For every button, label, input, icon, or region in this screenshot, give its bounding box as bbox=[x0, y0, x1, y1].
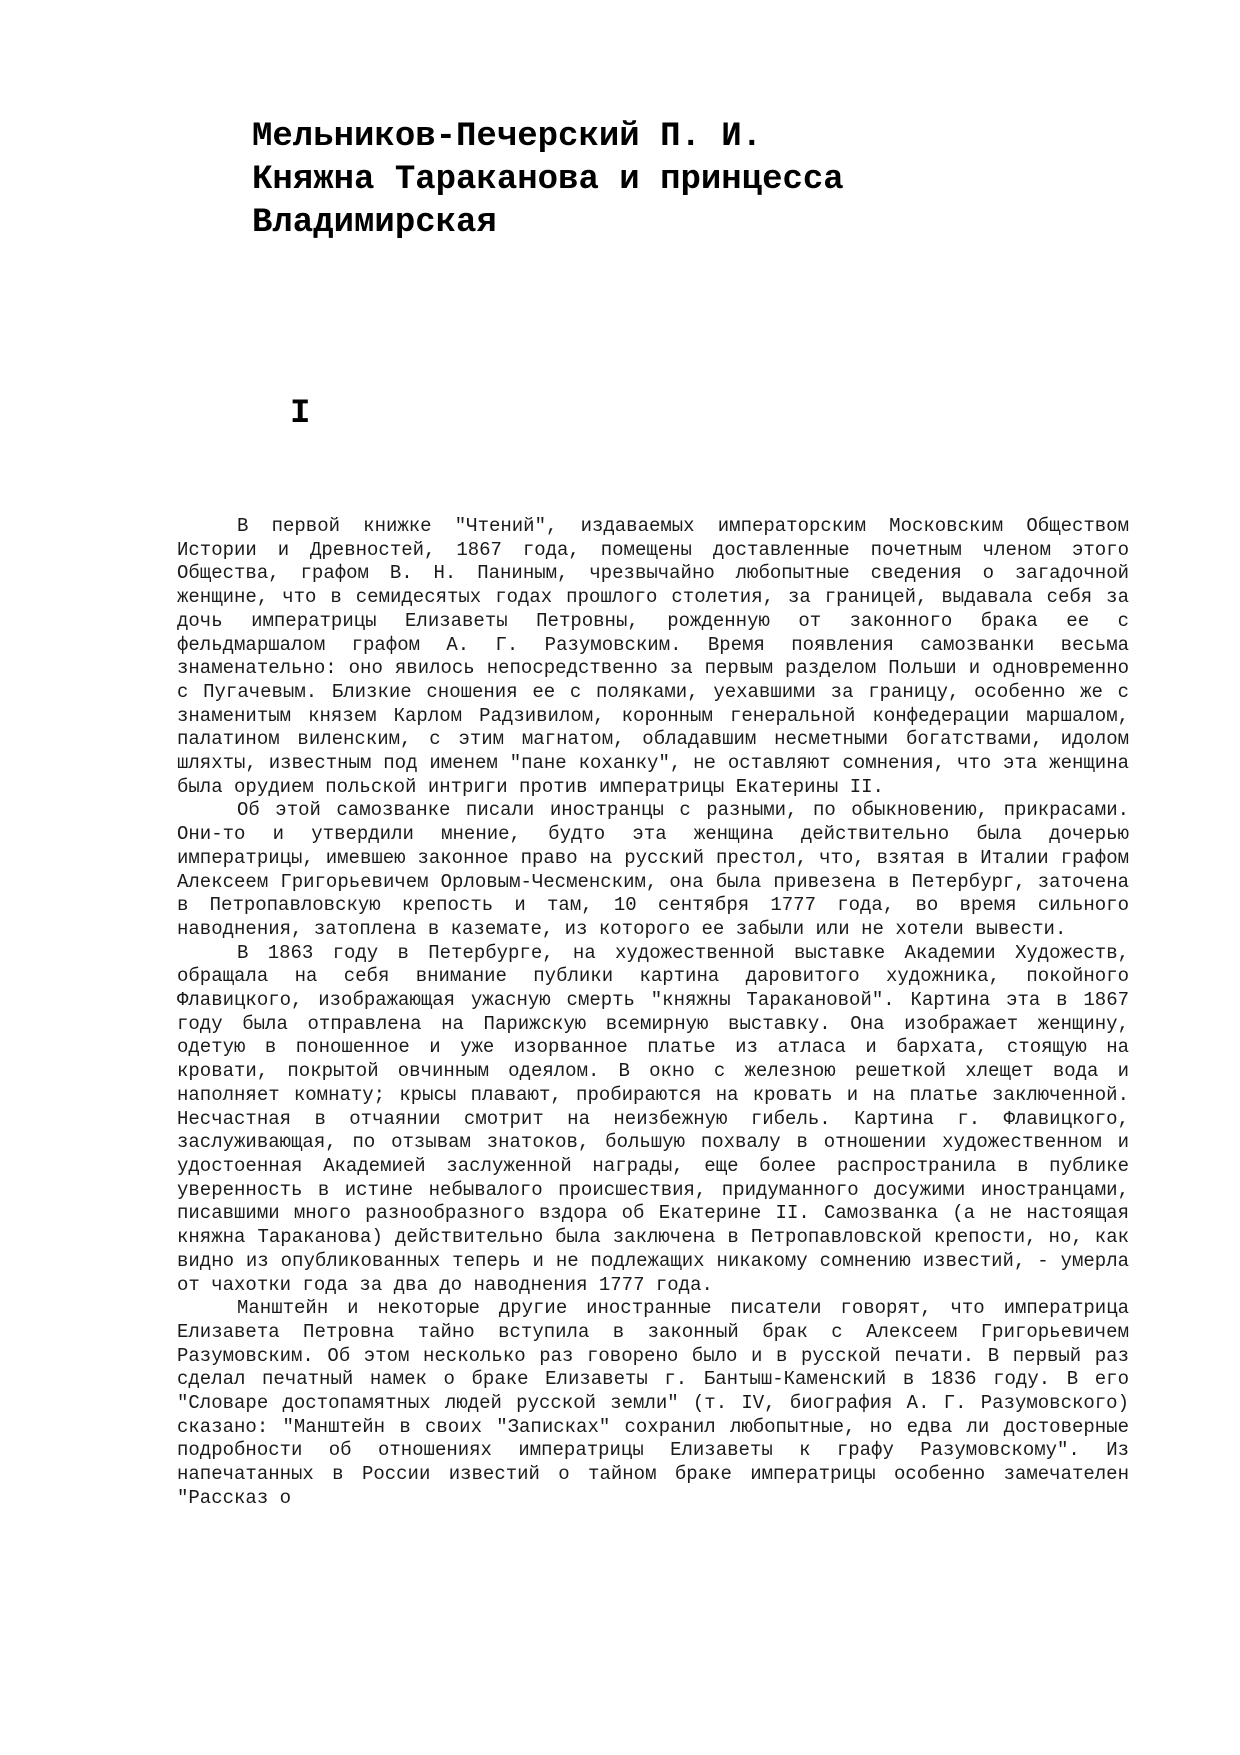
paragraph: Об этой самозванке писали иностранцы с разными, по обыкновению, прикрасами. Они-то и утвердили мнение, будто эта женщина действительно была дочерью императрицы, имевшею законное право на русский престол, что, взятая в Италии графом Алексеем Григорьевичем Орловым-Чесменским, она была привезена в Петербург, заточена в Петропавловскую крепость и там, 10 сентября 1777 года, во время сильного наводнения, затоплена в каземате, из которого ее забыли или не хотели вывести. bbox=[177, 799, 1129, 940]
paragraph: В первой книжке "Чтений", издаваемых императорским Московским Обществом Истории и Древностей, 1867 года, помещены доставленные почетным членом этого Общества, графом В. Н. Паниным, чрезвычайно любопытные сведения о загадочной женщине, что в семидесятых годах прошлого столетия, за границей, выдавала себя за дочь императрицы Елизаветы Петровны, рожденную от законного брака ее с фельдмаршалом графом А. Г. Разумовским. Время появления самозванки весьма знаменательно: оно явилось непосредственно за первым разделом Польши и одновременно с Пугачевым. Близкие сношения ее с поляками, уехавшими за границу, особенно же с знаменитым князем Карлом Радзивилом, коронным генеральной конфедерации маршалом, палатином виленским, с этим магнатом, обладавшим несметными богатствами, идолом шляхты, известным под именем "пане коханку", не оставляют сомнения, что эта женщина была орудием польской интриги против императрицы Екатерины II. bbox=[177, 515, 1129, 798]
chapter-heading: I bbox=[290, 395, 311, 433]
title-line-work: Княжна Тараканова и принцесса bbox=[252, 161, 844, 199]
paragraph: В 1863 году в Петербурге, на художественной выставке Академии Художеств, обращала на себя внимание публики картина даровитого художника, покойного Флавицкого, изображающая ужасную смерть "княжны Таракановой". Картина эта в 1867 году была отправлена на Парижскую всемирную выставку. Она изображает женщину, одетую в поношенное и уже изорванное платье из атласа и бархата, стоящую на кровати, покрытой овчинным одеялом. В окно с железною решеткой хлещет вода и наполняет комнату; крысы плавают, пробираются на кровать и на платье заключенной. Несчастная в отчаянии смотрит на неизбежную гибель. Картина г. Флавицкого, заслуживающая, по отзывам знатоков, большую похвалу в отношении художественном и удостоенная Академией заслуженной награды, еще более распространила в публике уверенность в истине небывалого происшествия, придуманного досужими иностранцами, писавшими много разнообразного вздора об Екатерине II. Самозванка (а не настоящая княжна Тараканова) действительно была заключена в Петропавловской крепости, но, как видно из опубликованных теперь и не подлежащих никакому сомнению известий, - умерла от чахотки года за два до наводнения 1777 года. bbox=[177, 941, 1129, 1296]
document-body bbox=[177, 515, 1129, 1511]
title-line-work-continued: Владимирская bbox=[252, 204, 497, 242]
paragraph: Манштейн и некоторые другие иностранные писатели говорят, что императрица Елизавета Петровна тайно вступила в законный брак с Алексеем Григорьевичем Разумовским. Об этом несколько раз говорено было и в русской печати. В первый раз сделал печатный намек о браке Елизаветы г. Бантыш-Каменский в 1836 году. В его "Словаре достопамятных людей русской земли" (т. IV, биография А. Г. Разумовского) сказано: "Манштейн в своих "Записках" сохранил любопытные, но едва ли достоверные подробности об отношениях императрицы Елизаветы к графу Разумовскому". Из напечатанных в России известий о тайном браке императрицы особенно замечателен "Рассказ о bbox=[177, 1297, 1129, 1509]
document-title bbox=[252, 116, 1072, 245]
title-line-author: Мельников-Печерский П. И. bbox=[252, 118, 763, 156]
